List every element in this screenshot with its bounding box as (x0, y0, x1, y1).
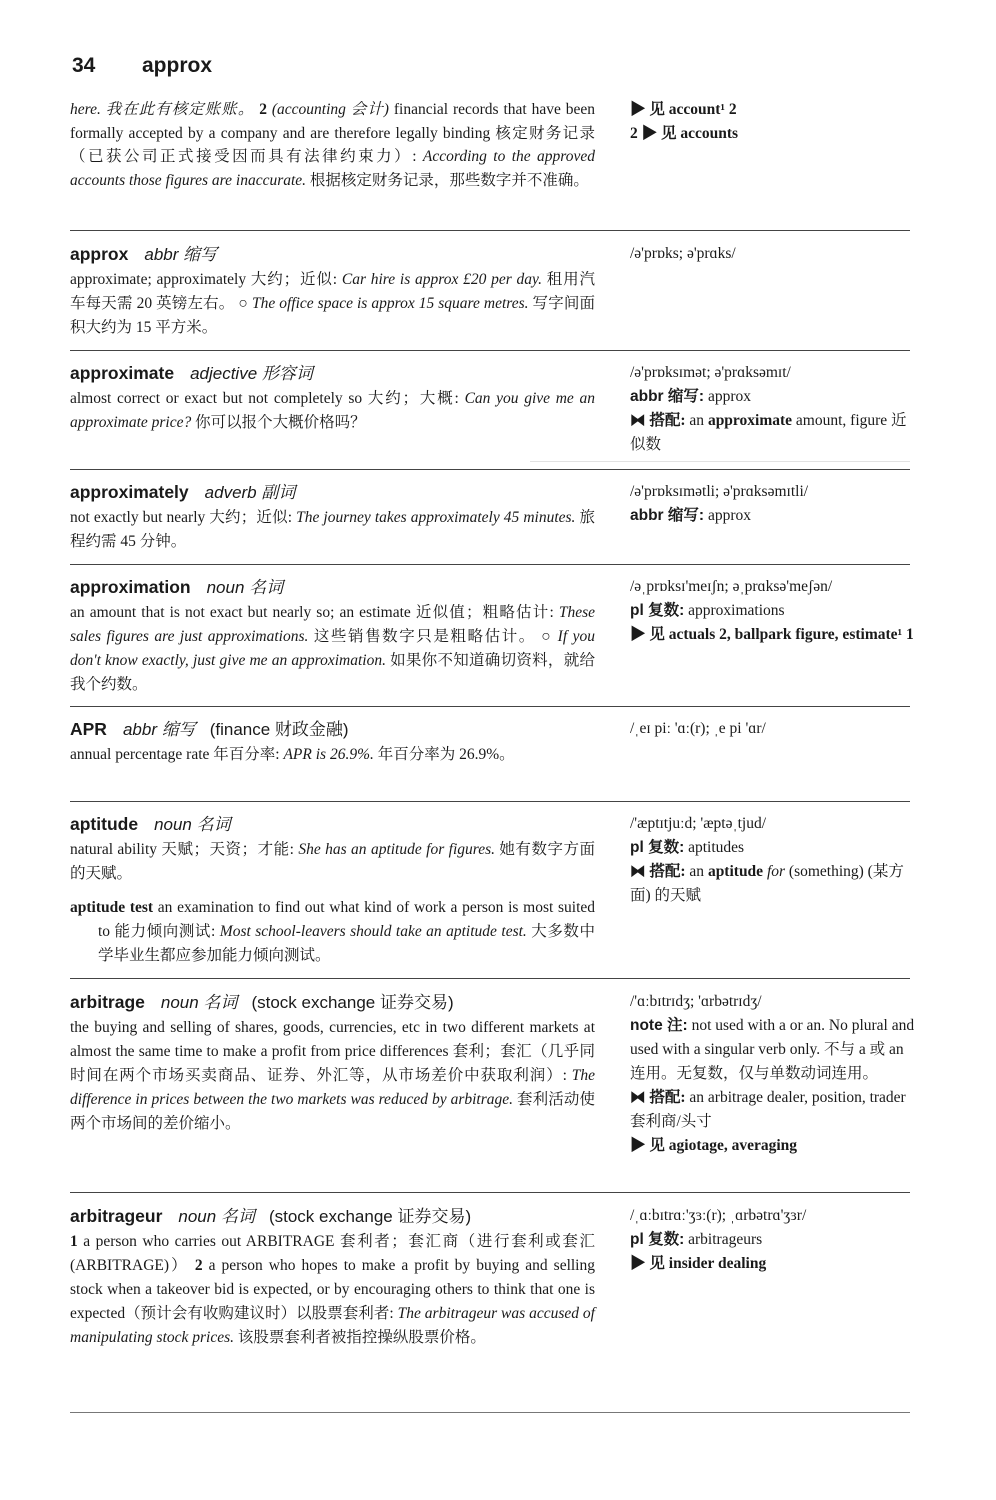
definition: an examination to find out what kind of work a person is most suited to 能力倾向测试: (98, 899, 596, 940)
entry-approximate (70, 361, 910, 461)
sense-number: 2 (194, 1257, 203, 1274)
entry-divider (70, 978, 910, 979)
example: The arbitrageur was accused of manipulating stock prices. (70, 1305, 595, 1346)
example: These sales figures are just approximations. (70, 604, 595, 645)
entry-continuation (70, 98, 910, 218)
headword: approx (70, 244, 129, 264)
example: Car hire is approx £20 per day. (341, 271, 542, 288)
cross-reference: agiotage, averaging (668, 1137, 798, 1154)
entry-approx (70, 242, 910, 342)
part-of-speech: noun 名词 (154, 815, 231, 834)
sense-number: 1 (70, 1233, 78, 1250)
entry-left (70, 1204, 595, 1350)
example: The difference in prices between the two markets was reduced by arbitrage. (70, 1067, 595, 1108)
pronunciation: /ə'prɒks; ə'prɑks/ (630, 245, 736, 262)
part-of-speech: adverb 副词 (204, 483, 296, 502)
sub-entry (70, 896, 595, 968)
pronunciation: /ˌeɪ piː 'ɑː(r); ˌe pi 'ɑr/ (630, 720, 766, 737)
pronunciation: /ə'prɒksɪmətli; ə'prɑksəmɪtli/ (630, 483, 809, 500)
entry-approximation (70, 575, 914, 700)
cross-reference: ▶ 见 account¹ 2 (630, 101, 737, 118)
part-of-speech: noun 名词 (206, 578, 284, 597)
entry-right: /əˌprɒksɪ'meɪʃn; əˌprɑksə'meʃən/ pl 复数: approximations ▶ 见 actuals 2, ballpark figure, estimate¹ 1 (630, 575, 915, 647)
translation: 你可以报个大概价格吗？ (195, 414, 366, 431)
entry-left (70, 480, 595, 554)
entry-left (70, 575, 595, 697)
translation: 旅程约需 45 分钟。 (70, 509, 595, 550)
page-header (72, 54, 212, 78)
entry-left (70, 812, 595, 968)
translation: 年百分率为 26.9%。 (377, 746, 515, 763)
pronunciation: /əˌprɒksɪ'meɪʃn; əˌprɑksə'meʃən/ (630, 578, 833, 595)
cross-reference: 2 ▶ 见 accounts (630, 125, 739, 142)
example: Most school-leavers should take an aptitude test. (219, 923, 527, 940)
page-bottom-rule (70, 1412, 910, 1413)
headword: aptitude (70, 814, 139, 834)
definition: almost correct or exact but not completely so 大约；大概: (70, 390, 459, 407)
cross-reference: actuals 2, ballpark figure, estimate¹ 1 (668, 626, 914, 643)
entry-arbitrage (70, 990, 915, 1185)
example: ○ If you don't know exactly, just give me an approximation. (70, 628, 595, 669)
example: Can you give me an approximate price? (70, 390, 596, 431)
entry-divider (70, 1192, 910, 1193)
example: APR is 26.9%. (283, 746, 374, 763)
entry-right: /'æptɪtjuːd; 'æptəˌtjud/ pl 复数: aptitudes ⧓ 搭配: an aptitude for (something) (某方面) 的天赋 (630, 812, 915, 908)
sub-headword: aptitude test (70, 899, 154, 916)
translation: 这些销售数字只是粗略估计。 (313, 628, 536, 645)
translation: 写字间面积大约为 15 平方米。 (70, 295, 595, 336)
translation: 租用汽车每天需 20 英镑左右。 (70, 271, 595, 312)
definition: natural ability 天赋；天资；才能: (70, 841, 294, 858)
translation: 套利活动使两个市场间的差价缩小。 (70, 1091, 595, 1132)
example: She has an aptitude for figures. (298, 841, 495, 858)
pronunciation: /'ɑːbɪtrɪdʒ; 'ɑrbətrɪdʒ/ (630, 993, 762, 1010)
entry-aptitude (70, 812, 910, 972)
example: The journey takes approximately 45 minutes. (296, 509, 576, 526)
entry-divider (70, 230, 910, 231)
entry-left (70, 361, 595, 435)
pronunciation: /ˌɑːbɪtrɑː'ʒɜː(r); ˌɑrbətrɑ'ʒɜr/ (630, 1207, 807, 1224)
entry-divider (70, 564, 910, 565)
entry-right: /ə'prɒksɪmət; ə'prɑksəmɪt/ abbr 缩写: approx ⧓ 搭配: an approximate amount, figure 近似数 (630, 361, 915, 457)
entry-divider (70, 706, 910, 707)
cross-reference: insider dealing (668, 1255, 767, 1272)
translation: 她有数字方面的天赋。 (70, 841, 596, 882)
definition: a person who hopes to make a profit by buying and selling stock when a takeover bid is expected, or by encouraging others to think that one is expected（预计会有收购建议时）以股票套利者: (70, 1257, 595, 1322)
headword: APR (70, 719, 107, 739)
headword: approximately (70, 482, 189, 502)
entry-left (70, 717, 595, 767)
entry-divider (70, 469, 910, 470)
translation: 大多数中学毕业生都应参加能力倾向测试。 (98, 923, 596, 964)
part-of-speech: abbr 缩写 (144, 245, 218, 264)
subject-domain: (finance 财政金融) (209, 720, 349, 739)
entry-left (70, 990, 595, 1136)
headword: approximation (70, 577, 191, 597)
definition: annual percentage rate 年百分率: (70, 746, 280, 763)
part-of-speech: adjective 形容词 (190, 364, 313, 383)
faint-divider (530, 461, 910, 462)
definition: a person who carries out ARBITRAGE 套利者；套汇商（进行套利或套汇 (ARBITRAGE)） (70, 1233, 595, 1274)
guide-word: approx (142, 54, 213, 77)
definition: an amount that is not exact but nearly so; an estimate 近似值；粗略估计: (70, 604, 554, 621)
translation: 该股票套利者被指控操纵股票价格。 (237, 1329, 486, 1346)
subject-domain: (stock exchange 证券交易) (251, 993, 454, 1012)
usage-note: not used with a or an. No plural and used with a singular verb only. 不与 a 或 an 连用。无复数，仅与单数动词连用。 (630, 1017, 915, 1082)
entry-right: /'ɑːbɪtrɪdʒ; 'ɑrbətrɪdʒ/ note 注: not used with a or an. No plural and used with a singular verb only. 不与 a 或 an 连用。无复数，仅与单数动词连用。 ⧓ 搭配: an arbitrage dealer, position, trader 套利商/头寸 ▶ 见 agiotage, averaging (630, 990, 915, 1158)
pronunciation: /'æptɪtjuːd; 'æptəˌtjud/ (630, 815, 767, 832)
pronunciation: /ə'prɒksɪmət; ə'prɑksəmɪt/ (630, 364, 791, 381)
part-of-speech: abbr 缩写 (122, 720, 196, 739)
entry-right (630, 98, 915, 146)
part-of-speech: noun 名词 (160, 993, 238, 1012)
headword: approximate (70, 363, 175, 383)
translation: 如果你不知道确切资料，就给我个约数。 (70, 652, 595, 693)
entry-divider (70, 350, 910, 351)
entry-approximately (70, 480, 910, 560)
entry-right (630, 717, 915, 741)
entry-left (70, 242, 595, 340)
headword: arbitrage (70, 992, 145, 1012)
entry-apr (70, 717, 910, 797)
definition: the buying and selling of shares, goods, currencies, etc in two different markets at almost the same time to make a profit from price differences 套利；套汇（几乎同时间在两个市场买卖商品、证券、外汇等，从市场差价中获取利润）: (70, 1019, 595, 1084)
page-number: 34 (72, 54, 96, 77)
entry-right: /ə'prɒksɪmətli; ə'prɑksəmɪtli/ abbr 缩写: approx (630, 480, 915, 528)
example: ○ The office space is approx 15 square metres. (238, 295, 529, 312)
headword: arbitrageur (70, 1206, 163, 1226)
entry-right (630, 242, 915, 266)
entry-divider (70, 801, 910, 802)
entry-left: here. 我在此有核定账账。 2 (accounting 会计) financial records that have been formally accepted by a company and are therefore legally binding 核定财务记录（已获公司正式接受因而具有法律约束力）: According to the approved accounts those figures are inaccurate. 根据核定财务记录，那些数字并不准确。 (70, 101, 596, 189)
entry-right: /ˌɑːbɪtrɑː'ʒɜː(r); ˌɑrbətrɑ'ʒɜr/ pl 复数: arbitrageurs ▶ 见 insider dealing (630, 1204, 915, 1276)
entry-arbitrageur (70, 1204, 910, 1384)
definition: approximate; approximately 大约；近似: (70, 271, 338, 288)
part-of-speech: noun 名词 (178, 1207, 255, 1226)
subject-domain: (stock exchange 证券交易) (268, 1207, 472, 1226)
definition: not exactly but nearly 大约；近似: (70, 509, 293, 526)
